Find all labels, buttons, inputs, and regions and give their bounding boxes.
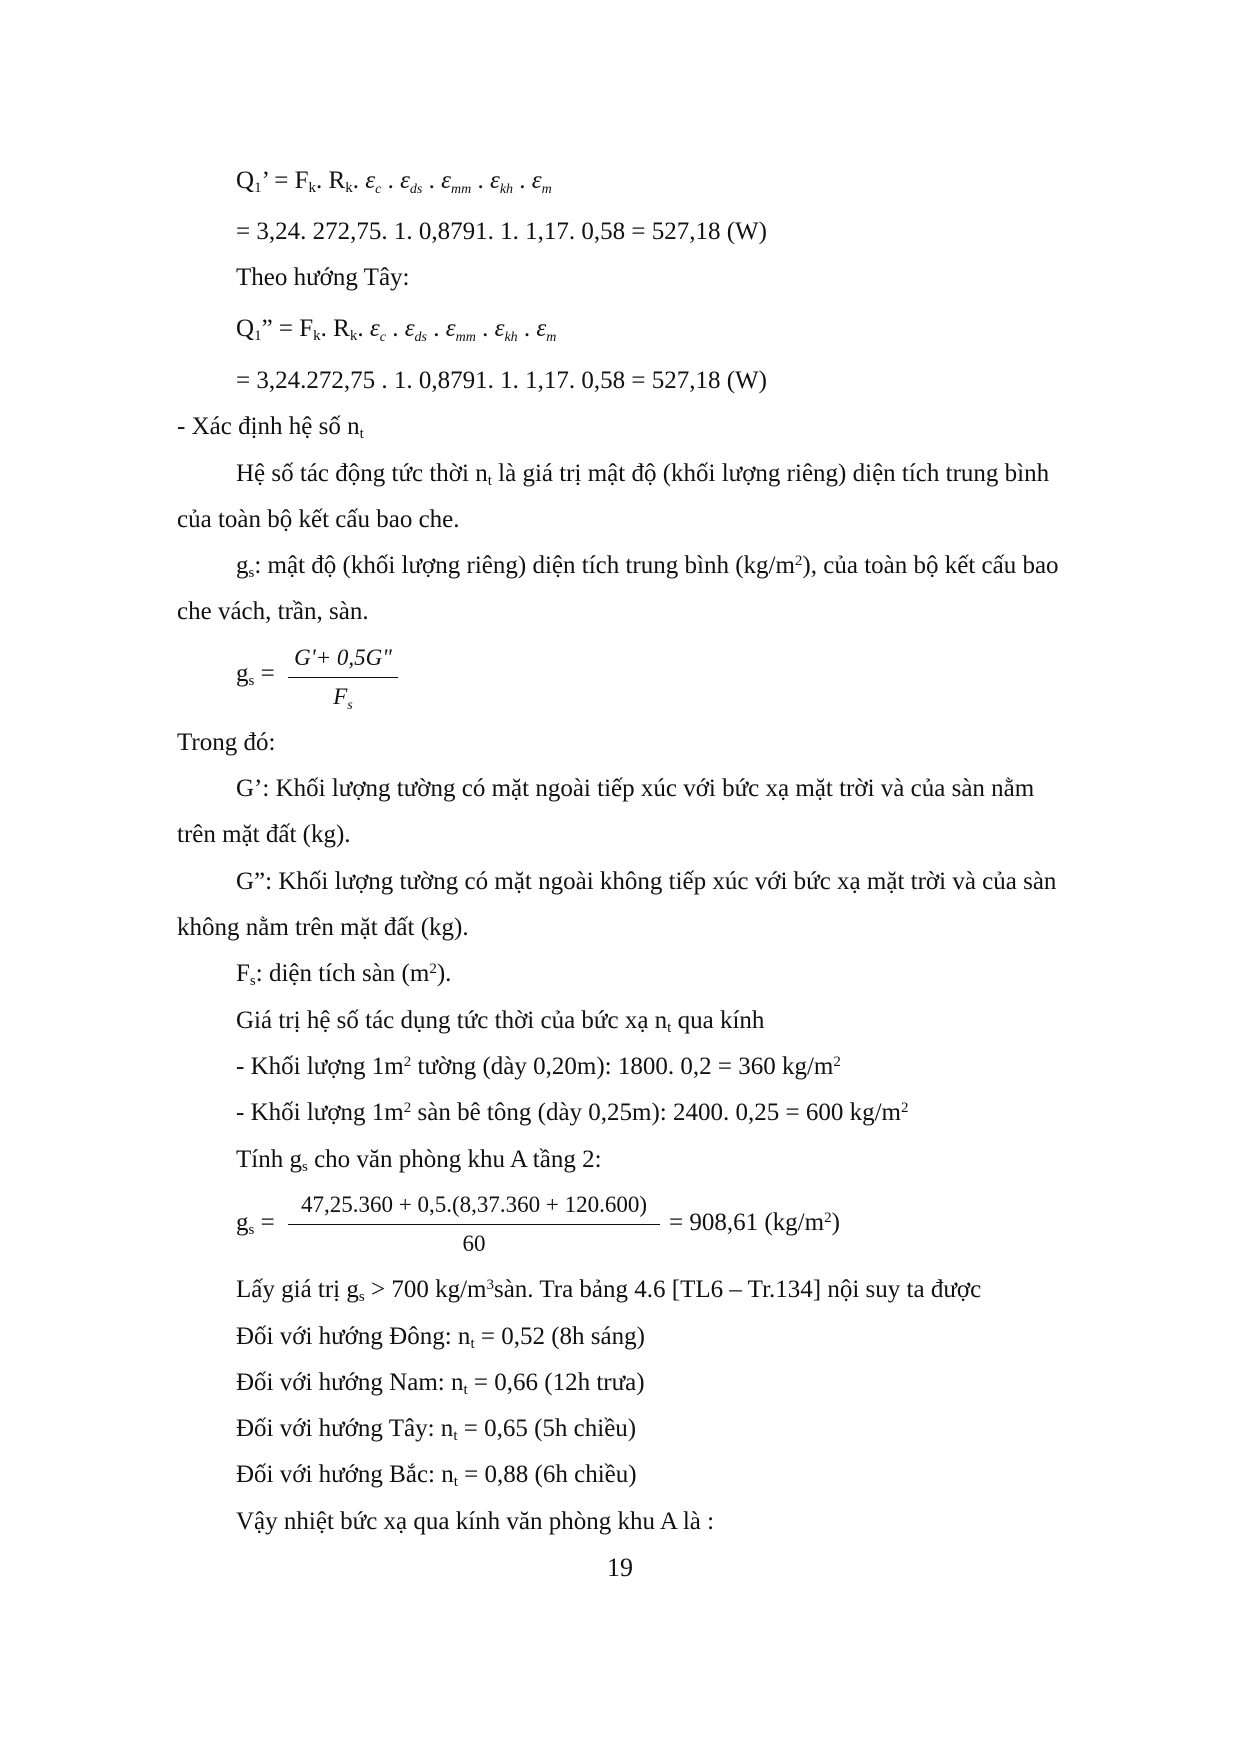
floor-mass: - Khối lượng $1m^2$ sàn bê tông (dày 0,25m): 2400. 0,25 = 600 $kg/m^2$ xyxy=(236,1099,909,1126)
direction-east: Đối với hướng Đông: $n_t = 0,52$ (8h sáng) xyxy=(236,1323,645,1352)
gs-calc-lhs: $g_s$ = xyxy=(236,1209,275,1238)
determine-nt-heading: - Xác định hệ số $n_t$ xyxy=(177,413,364,442)
q1-double-prime-value: = 3,24.272,75 . 1. 0,8791. 1. 1,17. 0,58 = 527,18 (W) xyxy=(236,367,767,394)
gs-formula-numerator: G'+ 0,5G" xyxy=(294,645,392,670)
g-prime-description-line-1: G’: Khối lượng tường có mặt ngoài tiếp xúc với bức xạ mặt trời và của sàn nằm xyxy=(236,775,1035,802)
wall-mass: - Khối lượng $1m^2$ tường (dày 0,20m): 1800. 0,2 = 360 $kg/m^2$ xyxy=(236,1053,841,1080)
gs-description-line-2: che vách, trần, sàn. xyxy=(177,598,369,625)
page-number: 19 xyxy=(607,1553,633,1582)
nt-description-line-2: của toàn bộ kết cấu bao che. xyxy=(177,506,460,533)
q1-double-prime-formula: $Q_1$” = $F_k$. $R_k$. $\varepsilon_c$ . $\varepsilon_{ds}$ . $\varepsilon_{mm}$ . $\varepsilon_{kh}$ . $\varepsilon_m$ xyxy=(236,315,557,345)
fs-description: $F_s$: diện tích sàn $(m^2)$. xyxy=(236,960,452,989)
direction-south: Đối với hướng Nam: $n_t = 0,66$ (12h trưa) xyxy=(236,1369,645,1398)
direction-west: Đối với hướng Tây: $n_t = 0,65$ (5h chiều) xyxy=(236,1415,637,1444)
gs-formula-denominator: $F_s$ xyxy=(333,684,353,713)
gs-formula-fraction xyxy=(288,645,398,713)
gs-formula-lhs: $g_s$ = xyxy=(236,660,275,689)
gs-calc-result: = 908,61 $(kg/m^2)$ xyxy=(669,1209,840,1236)
q1-prime-formula: $Q_1$’ = $F_k$. $R_k$. $\varepsilon_c$ . $\varepsilon_{ds}$ . $\varepsilon_{mm}$ . $\varepsilon_{kh}$ . $\varepsilon_m$ xyxy=(236,167,552,197)
calc-gs-heading: Tính $g_s$ cho văn phòng khu A tầng 2: xyxy=(236,1146,602,1175)
g-double-prime-description-line-1: G”: Khối lượng tường có mặt ngoài không tiếp xúc với bức xạ mặt trời và của sàn xyxy=(236,868,1057,895)
west-heading: Theo hướng Tây: xyxy=(236,264,410,291)
nt-description-line-1: Hệ số tác động tức thời $n_t$ là giá trị mật độ (khối lượng riêng) diện tích trung bình xyxy=(236,460,1050,489)
gs-calc-numerator: 47,25.360 + 0,5.(8,37.360 + 120.600) xyxy=(300,1192,647,1217)
gs-calc-denominator: 60 xyxy=(462,1231,486,1256)
fraction-bar xyxy=(288,1224,660,1225)
conclusion-line: Vậy nhiệt bức xạ qua kính văn phòng khu A là : xyxy=(236,1508,715,1535)
g-prime-description-line-2: trên mặt đất (kg). xyxy=(177,821,351,848)
g-double-prime-description-line-2: không nằm trên mặt đất (kg). xyxy=(177,914,469,941)
direction-north: Đối với hướng Bắc: $n_t = 0,88$ (6h chiều) xyxy=(236,1461,637,1490)
gs-description-line-1: $g_s$: mật độ (khối lượng riêng) diện tích trung bình $(kg/m^2)$, của toàn bộ kết cấu bao xyxy=(236,552,1059,581)
take-value-line: Lấy giá trị $g_s > 700$ $kg/m^3sàn$. Tra bảng 4.6 [TL6 – Tr.134] nội suy ta được xyxy=(236,1276,982,1305)
nt-value-intro: Giá trị hệ số tác dụng tức thời của bức xạ $n_t$ qua kính xyxy=(236,1007,765,1036)
q1-prime-value: = 3,24. 272,75. 1. 0,8791. 1. 1,17. 0,58 = 527,18 (W) xyxy=(236,218,767,245)
where-heading: Trong đó: xyxy=(177,729,276,756)
fraction-bar xyxy=(288,677,398,678)
gs-calc-fraction xyxy=(288,1192,660,1257)
